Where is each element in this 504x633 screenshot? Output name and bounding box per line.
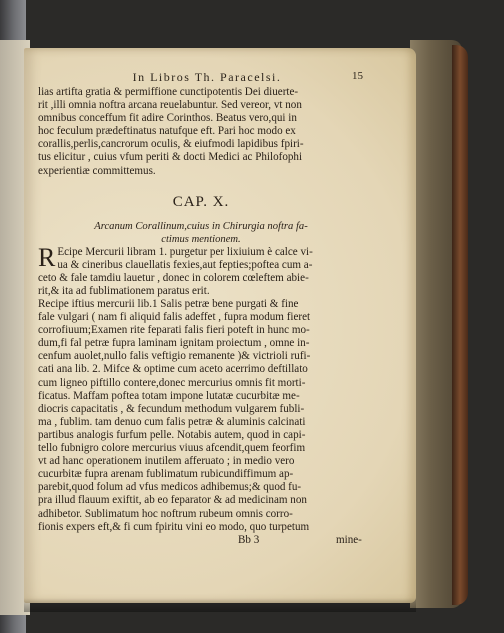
book-cover-edge xyxy=(452,45,468,605)
text-line: lias artifta gratia & permiffione cunctipotentis Dei diuerte- xyxy=(38,86,299,98)
text-line: experientiæ committemus. xyxy=(38,164,156,177)
text-line: rit ,illi omnia noftra arcana reuelabuntur. Sed vereor, vt non xyxy=(38,99,302,112)
text-line: adhibetor. Sublimatum hoc noftrum rubeum omnis corro- xyxy=(38,507,293,520)
text-line: omnibus conceffum fit adire Corinthos. Beatus vero,qui in xyxy=(38,112,297,125)
chapter-subtitle xyxy=(38,220,364,246)
text-line: Recipe iftius mercurii lib.1 Salis petræ bene purgati & fine xyxy=(38,298,299,310)
text-line: fionis expers eft,& fi cum fpiritu vini eo modo, quo turpetum xyxy=(38,520,310,533)
text-line: tello fubnigro colore mercurius viuus afcendit,quem feorfim xyxy=(38,442,306,455)
page-number: 15 xyxy=(352,70,363,82)
text-line: ua & cineribus clauellatis fexies,aut fepties;poftea cum a- xyxy=(57,259,313,272)
catchword: mine- xyxy=(336,534,362,546)
text-line: diocris capacitatis , & fecundum methodum vulgarem fubli- xyxy=(38,402,305,415)
subtitle-line: Arcanum Corallinum,cuius in Chirurgia noftra fa- xyxy=(94,221,308,232)
text-line: tus elicitur , cuius vfum periti & docti Medici ac Philofophi xyxy=(38,151,303,164)
paragraph-2 xyxy=(38,243,364,298)
text-line: cum ligneo piftillo contere,donec mercurius omnis fit morti- xyxy=(38,376,306,389)
paragraph-1 xyxy=(38,86,364,178)
signature-mark: Bb 3 xyxy=(238,534,260,546)
text-line: cati ana lib. 2. Mifce & optime cum aceto acerrimo deftillato xyxy=(38,363,308,376)
page-shadow xyxy=(24,598,416,612)
text-line: parebit,quod folum ad vfus medicos adhibemus;& quod fu- xyxy=(38,481,302,494)
text-line: dum,fi fal petræ fupra laminam ignitam proiectum , omne in- xyxy=(38,337,310,350)
running-head: In Libros Th. Paracelsi. xyxy=(132,70,282,84)
text-line: vt ad hanc operationem inutilem afferuato ; in medio vero xyxy=(38,455,295,468)
text-line: cucurbitæ fupra arenam fublimatum rubicundiffimum ap- xyxy=(38,468,294,481)
text-line: rit,& ita ad fublimationem paratus erit. xyxy=(38,285,210,298)
text-line: Ecipe Mercurii libram 1. purgetur per lixiuium è calce vi- xyxy=(57,246,313,258)
text-line: corallis,perlis,cancrorum oculis, & eiufmodi lapidibus fpiri- xyxy=(38,138,304,151)
text-line: ceto & fale tamdiu lauetur , donec in colorem cœleftem abie- xyxy=(38,272,309,285)
text-line: hoc feculum prædeftinatus natufque eft. Pari hoc modo ex xyxy=(38,125,296,138)
paragraph-3 xyxy=(38,298,364,534)
text-line: cenfum auolet,nullo falis veftigio remanente )& victrioli rufi- xyxy=(38,350,311,363)
text-line: corrofiuum;Examen rite feparati falis fieri poteft in hunc mo- xyxy=(38,324,310,337)
text-line: partibus analogis furfum pelle. Notabis autem, quod in capi- xyxy=(38,428,306,441)
text-line: ficatus. Maffam poftea totam impone lutatæ cucurbitæ me- xyxy=(38,389,300,402)
subtitle-line: ctimus mentionem. xyxy=(161,234,241,245)
text-line: fale vulgari ( nam fi aliquid falis adeffet , fupra modum fieret xyxy=(38,311,311,324)
chapter-heading: CAP. X. xyxy=(172,194,230,210)
drop-cap: R xyxy=(38,243,56,272)
text-line: ma , fublim. tam denuo cum falis petræ & aluminis calcinati xyxy=(38,415,306,428)
text-line: pra illud flauum exiftit, ab eo feparator & ad medicinam non xyxy=(38,494,307,507)
